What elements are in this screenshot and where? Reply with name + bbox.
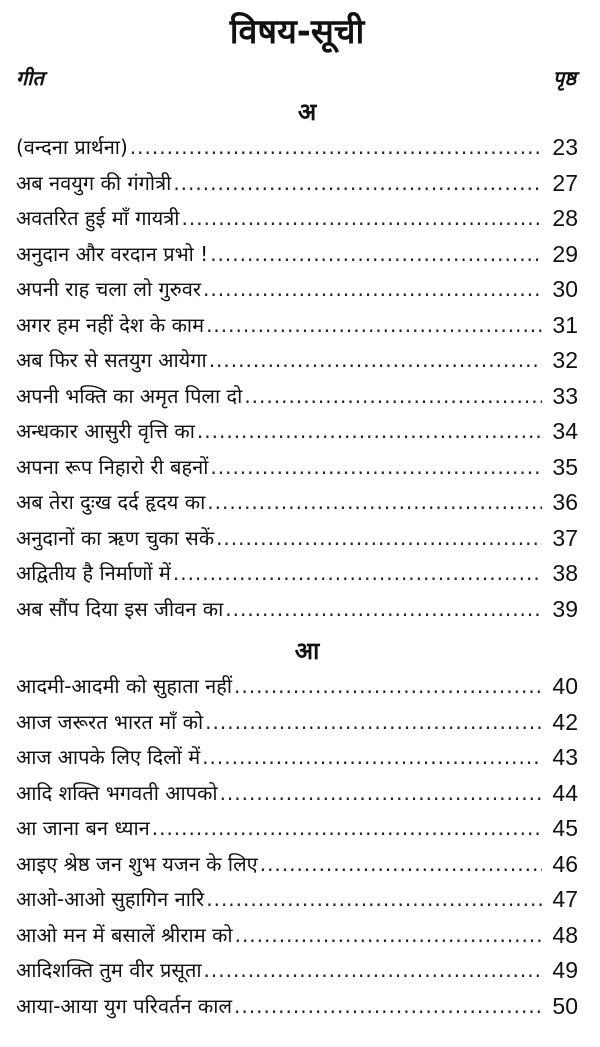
toc-entry-page: 38 [552,560,578,586]
toc-entry[interactable] [16,776,578,812]
page-title: विषय-सूची [229,12,365,52]
toc-entry[interactable] [16,272,578,308]
toc-entry[interactable] [16,989,578,1025]
toc-entry-title: आओ मन में बसालें श्रीराम को [16,922,233,947]
toc-entry-page: 35 [552,453,578,480]
toc-entry-title: अन्धकार आसुरी वृत्ति का [16,419,195,443]
toc-entry[interactable] [16,953,578,989]
dot-leader [173,556,542,592]
toc-entry[interactable] [16,414,578,450]
toc-entry-title: अनुदानों का ऋण चुका सकें [16,525,215,550]
toc-entry[interactable] [16,705,578,741]
dot-leader [209,343,542,379]
toc-entry[interactable] [16,811,578,847]
column-head-page: पृष्ठ [552,65,576,90]
toc-entry-page: 23 [552,134,578,160]
dot-leader [197,414,542,450]
toc-entry-page: 27 [552,169,578,196]
toc-entry[interactable] [16,669,578,705]
dot-leader [235,918,542,954]
toc-body [16,94,578,1024]
toc-entry-page: 47 [552,886,578,912]
dot-leader [206,308,542,344]
toc-entry-title: अद्वितीय है निर्माणों में [16,561,171,585]
dot-leader [204,953,542,989]
toc-entry-page: 30 [552,276,578,302]
toc-entry[interactable] [16,740,578,776]
dot-leader [225,592,542,628]
toc-entry-page: 40 [552,673,578,699]
toc-entry[interactable] [16,847,578,883]
toc-entry-title: आदमी-आदमी को सुहाता नहीं [16,674,233,698]
toc-list [16,669,578,1024]
toc-entry-title: आओ-आओ सुहागिन नारि [16,887,205,911]
toc-entry-page: 32 [552,347,578,373]
toc-entry-title: अनुदान और वरदान प्रभो ! [16,241,209,266]
toc-entry-title: अब सौंप दिया इस जीवन का [16,596,224,621]
dot-leader [216,521,542,557]
toc-entry-title: आदि शक्ति भगवती आपको [16,780,218,805]
toc-entry-title: आया-आया युग परिवर्तन काल [16,993,233,1018]
section-letter: अ [297,98,317,126]
dot-leader [205,705,542,741]
dot-leader [220,776,542,812]
toc-entry-title: आज जरूरत भारत माँ को [16,709,204,734]
toc-entry[interactable] [16,556,578,592]
toc-entry-title: अपनी भक्ति का अमृत पिला दो [16,383,243,408]
dot-leader [210,237,542,273]
toc-entry[interactable] [16,918,578,954]
toc-entry[interactable] [16,130,578,166]
toc-entry-page: 37 [552,524,578,551]
toc-entry-page: 28 [552,205,578,231]
toc-entry-title: आदिशक्ति तुम वीर प्रसूता [16,958,202,982]
toc-entry-page: 42 [552,708,578,735]
toc-entry[interactable] [16,166,578,202]
toc-entry-title: आइए श्रेष्ठ जन शुभ यजन के लिए [16,851,258,876]
toc-entry[interactable] [16,308,578,344]
dot-leader [152,811,542,847]
dot-leader [130,130,542,166]
dot-leader [207,485,542,521]
toc-entry-title: अवतरित हुई माँ गायत्री [16,206,180,230]
toc-entry-page: 43 [552,744,578,770]
column-headers [16,60,578,94]
dot-leader [260,847,542,883]
toc-entry[interactable] [16,237,578,273]
toc-entry[interactable] [16,343,578,379]
toc-entry-page: 31 [552,311,578,338]
toc-entry-title: अगर हम नहीं देश के काम [16,312,205,337]
toc-entry-title: अब फिर से सतयुग आयेगा [16,348,207,372]
toc-entry[interactable] [16,592,578,628]
toc-entry[interactable] [16,882,578,918]
dot-leader [234,669,542,705]
toc-entry-page: 36 [552,489,578,515]
toc-entry-page: 46 [552,850,578,877]
dot-leader [244,379,542,415]
dot-leader [206,882,542,918]
toc-entry[interactable] [16,450,578,486]
dot-leader [203,272,542,308]
toc-entry-page: 48 [552,921,578,948]
dot-leader [234,989,542,1025]
section-letter: आ [294,637,320,665]
toc-entry[interactable] [16,485,578,521]
toc-entry-title: (वन्दना प्रार्थना) [16,135,128,159]
dot-leader [202,740,542,776]
toc-entry-title: अब नवयुग की गंगोत्री [16,170,172,195]
toc-entry-page: 50 [552,992,578,1019]
toc-entry[interactable] [16,379,578,415]
toc-entry-page: 45 [552,815,578,841]
toc-entry-title: अपना रूप निहारो री बहनों [16,454,209,479]
toc-entry-page: 29 [552,240,578,267]
toc-entry-page: 44 [552,779,578,806]
dot-leader [181,201,542,237]
toc-entry[interactable] [16,521,578,557]
toc-entry-title: आ जाना बन ध्यान [16,816,150,840]
toc-entry-page: 39 [552,595,578,622]
column-head-song: गीत [16,65,44,90]
toc-entry-page: 34 [552,418,578,444]
toc-entry-page: 49 [552,957,578,983]
toc-list [16,130,578,627]
toc-entry-title: आज आपके लिए दिलों में [16,745,201,769]
dot-leader [210,450,542,486]
toc-entry-title: अब तेरा दुःख दर्द हृदय का [16,490,206,514]
toc-entry-page: 33 [552,382,578,409]
toc-entry[interactable] [16,201,578,237]
toc-entry-title: अपनी राह चला लो गुरुवर [16,277,202,301]
dot-leader [173,166,542,202]
